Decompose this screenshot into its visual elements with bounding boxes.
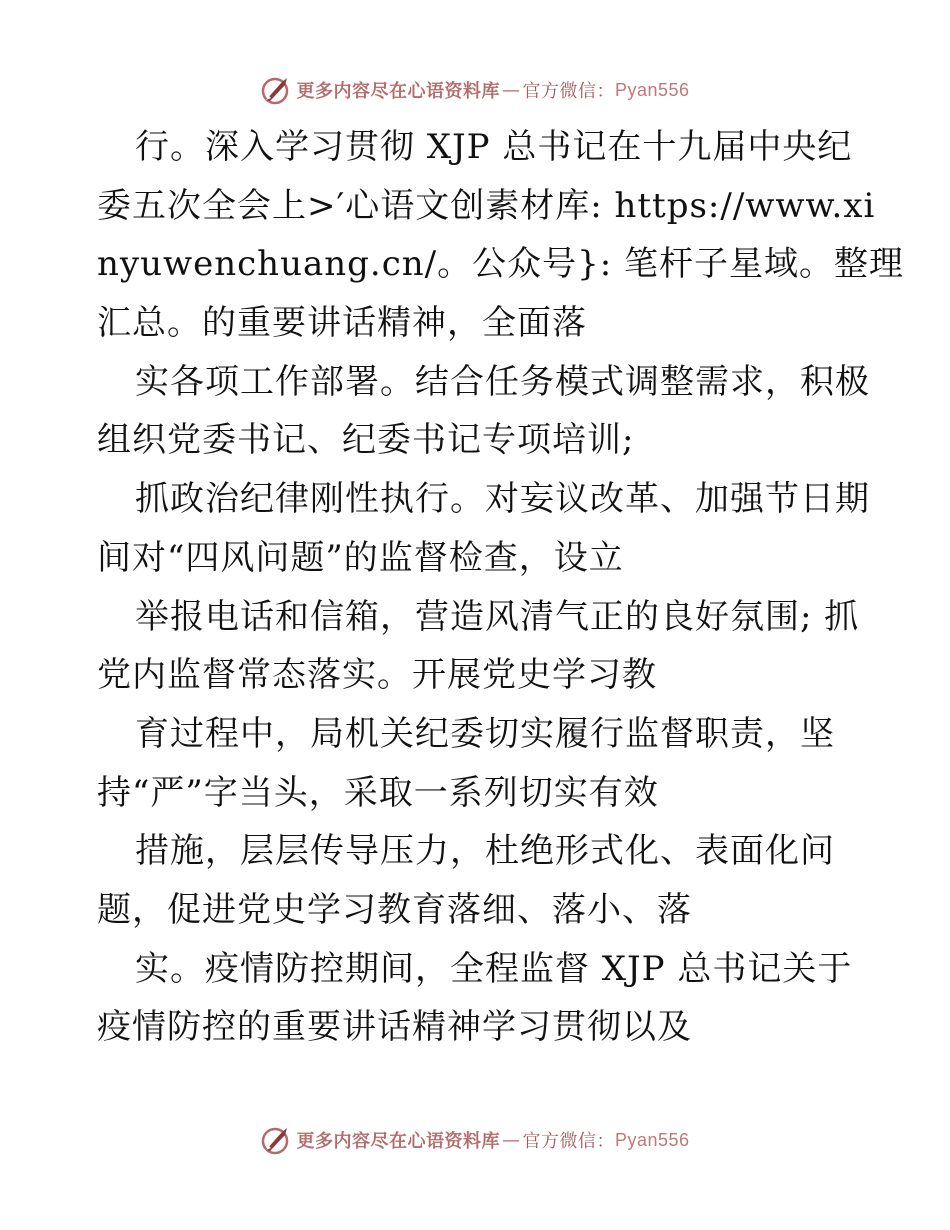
watermark-wechat-id: Pyan556 (614, 79, 690, 100)
text-line: 行。深入学习贯彻 XJP 总书记在十九届中央纪 (135, 127, 853, 167)
watermark-text: 更多内容尽在心语资料库 (296, 1131, 500, 1152)
text-line: 题，促进党史学习教育落细、落小、落 (97, 889, 692, 930)
text-line: 疫情防控的重要讲话精神学习贯彻以及 (97, 1007, 692, 1048)
text-line: 育过程中，局机关纪委切实履行监督职责，坚 (135, 713, 835, 754)
document-body (97, 118, 904, 1057)
text-line: 实。疫情防控期间，全程监督 XJP 总书记关于 (135, 948, 853, 989)
text-line: 汇总。的重要讲话精神，全面落 (97, 303, 587, 344)
watermark-text: 更多内容尽在心语资料库 (296, 81, 500, 102)
watermark-wechat-label: 官方微信： (522, 81, 615, 102)
text-line: 党内监督常态落实。开展党史学习教 (97, 655, 657, 696)
text-line: 实各项工作部署。结合任务模式调整需求，积极 (135, 361, 870, 402)
text-line: 委五次全会上>′心语文创素材库: https://www.xi (97, 185, 876, 226)
text-line: 间对“四风问题”的监督检查，设立 (97, 537, 624, 578)
watermark-wechat-id: Pyan556 (614, 1129, 690, 1150)
pen-logo-icon (260, 1124, 292, 1156)
text-line: 举报电话和信箱，营造风清气正的良好氛围; 抓 (135, 596, 860, 637)
footer-watermark (0, 1120, 950, 1160)
header-watermark (0, 70, 950, 110)
text-line: 组织党委书记、纪委书记专项培训; (97, 420, 635, 461)
pen-logo-icon (260, 74, 292, 106)
text-line: 持“严”字当头，采取一系列切实有效 (97, 772, 659, 813)
text-line: 抓政治纪律刚性执行。对妄议改革、加强节日期 (135, 479, 870, 520)
watermark-separator: — (501, 1129, 521, 1151)
watermark-separator: — (501, 79, 521, 101)
text-line: 措施，层层传导压力，杜绝形式化、表面化问 (135, 831, 835, 872)
text-line: nyuwenchuang.cn/。公众号}: 笔杆子星域。整理 (97, 244, 904, 285)
watermark-wechat-label: 官方微信： (522, 1131, 615, 1152)
